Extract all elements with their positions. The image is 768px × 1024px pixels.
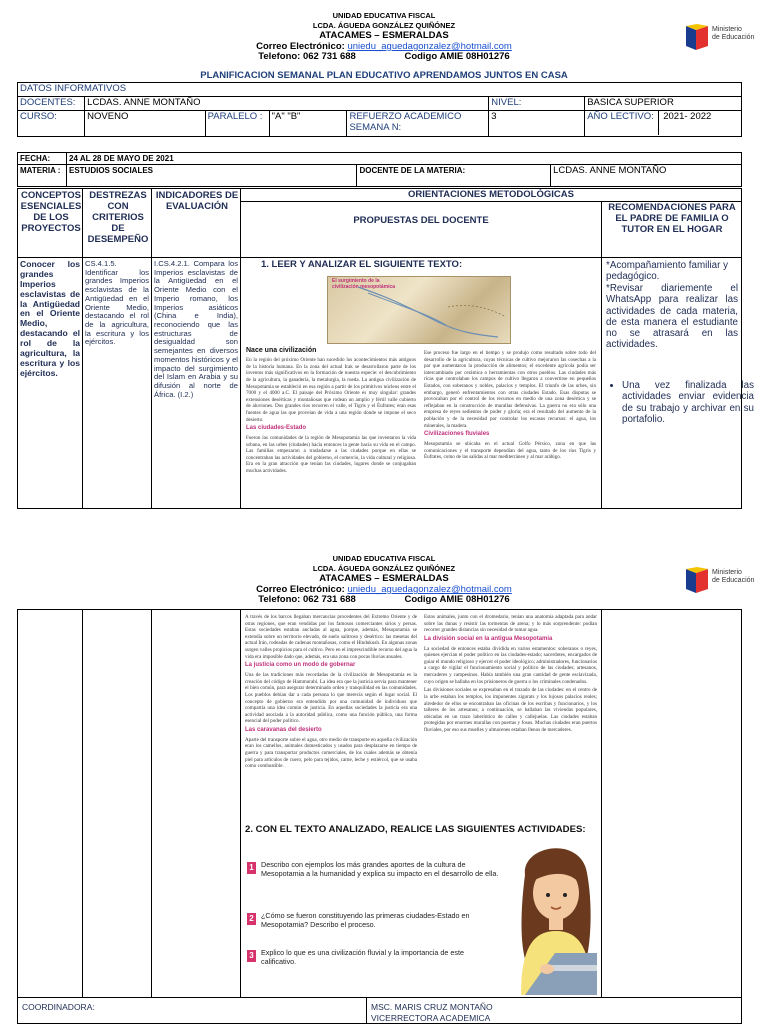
col-recomendaciones-header (601, 201, 742, 258)
reco-2: *Revisar diariemente el WhatsApp para realizar las actividades de cada materia, de esta manera el estudiante no se atrasará en las actividades. (606, 283, 738, 351)
activity-3-text: Explico lo que es una civilización fluvial y la importancia de este calificativo. (261, 948, 464, 967)
article-col4 (424, 614, 597, 814)
vicerrectora-name: MSC. MARIS CRUZ MONTAÑO (371, 1002, 493, 1012)
article-col2 (424, 350, 596, 506)
p2-recomendaciones-cell (601, 609, 742, 998)
ministerio-logo-icon-2 (684, 567, 710, 595)
activities-title: 2. CON EL TEXTO ANALIZADO, REALICE LAS SIGUIENTES ACTIVIDADES: (245, 824, 586, 835)
nivel-value: BASICA SUPERIOR (585, 96, 742, 110)
refuerzo-label: REFUERZO ACADEMICO SEMANA N: (347, 110, 489, 136)
coordinadora-cell (17, 997, 367, 1024)
vicerrectora-role: VICERRECTORA ACADEMICA (371, 1013, 491, 1023)
school-name: UNIDAD EDUCATIVA FISCAL (332, 11, 436, 20)
email-line (0, 42, 768, 52)
col-propuestas-title: PROPUESTAS DEL DOCENTE (353, 215, 489, 226)
materia-label: MATERIA : (18, 165, 67, 187)
docente-materia-value: LCDAS. ANNE MONTAÑO (551, 165, 742, 187)
curso-label: CURSO: (18, 110, 85, 136)
propuestas-cell (240, 257, 602, 509)
article-p7: Aparte del transporte sobre el agua, otro medio de transporte en aquella civilización eran los camellos, animales domesticados y usados para desplazarse en tiempo de guerra y para transportar productos comerciales, de los cuales además se obtenía piel para artículos de cuero, pelo para tejidos, carne, leche y estiércol, que se usaba como combustible. (245, 736, 417, 770)
activity-1-number: 1 (247, 862, 256, 874)
map-caption: El surgimiento de la civilización mesopotámica (332, 278, 396, 290)
lectivo-label: AÑO LECTIVO: (585, 111, 659, 135)
paralelo-value: "A" "B" (269, 110, 347, 136)
reco-3: • Una vez finalizada las actividades enviar evidencia de su trabajo y archivar en su portafolio. (622, 380, 754, 425)
logo-text-2: de Educación (712, 34, 755, 42)
docente-materia-label: DOCENTE DE LA MATERIA: (357, 165, 551, 187)
plan-title: PLANIFICACION SEMANAL PLAN EDUCATIVO APRENDAMOS JUNTOS EN CASA (200, 70, 568, 81)
col-destrezas-title: DESTREZAS CON CRITERIOS DE DESEMPEÑO (87, 190, 149, 245)
activity-1-text: Describo con ejemplos los más grandes aportes de la cultura de Mesopotamia a la humanidad y explica su impacto en el desarrollo de ella. (261, 860, 499, 879)
article-p2: Fueron las comunidades de la región de Mesopotamia las que inventaron la vida urbana, en las urbes (ciudades) hacía entonces la gente hacia su vida en el campo. Las familias empezaron a trasladarse a las ciudades porque en ellas se concentraban las actividades del gobierno, el comercio, la vida cultural y religiosa. Era en la gran atracción que tenían las ciudades, lugares donde se conjugaban muchas actividades. (246, 434, 416, 475)
mesopotamia-map-image (327, 276, 511, 344)
phone-line (0, 52, 768, 62)
vicerrectora-cell (366, 997, 742, 1024)
article-heading-justicia: La justicia como un modo de gobernar (245, 662, 356, 669)
article-p6: Una de las tradiciones más recordadas de la civilización de Mesopotamia es la creación del código de Hammurabi. La idea era que la justicia servía para mantener el bien común, para asegurar determinado orden y tranquilidad en las comunidades. Los pueblos debían dar a cada persona lo que merecía según el lugar social. El concepto de gobierno era entendido por una comunidad de individuos que compartía una idea común de justicia. En aquellas sociedades la justicia era una actividad asociada a la autoridad pública, como una función pública, una forma esencial del poder político. (245, 672, 417, 725)
article-heading-division: La división social en la antigua Mesopotamia (424, 635, 553, 642)
activity-3-number: 3 (247, 950, 256, 962)
school-location: ATACAMES – ESMERALDAS (319, 30, 449, 41)
info-table (17, 82, 742, 137)
article-heading-caravanas: Las caravanas del desierto (245, 726, 322, 733)
article-p8: Estos animales, junto con el dromedario, tenían una anatomía adaptada para andar sobre las dunas y resistir las tormentas de arena; y lo más sorprendente: podían recorrer grandes distancias sin necesidad de tomar agua. (424, 614, 597, 634)
activity-2-text: ¿Cómo se fueron constituyendo las primeras ciudades-Estado en Mesopotamia? Describo el proceso. (261, 911, 470, 930)
article-p10: Las divisiones sociales se expresaban en el trazado de las ciudades: en el centro de la urbe estaban los templos, los imponentes zigurats y los lujosos palacios reales; alrededor de ellos se encontraban las oficinas de los escribas y funcionarios, y los talleres de los artesanos; a continuación, se hallaban las viviendas populares, ubicadas en un trazo laberíntico de calles y callejuelas. Las ciudades estaban protegidas por enormes murallas con puertas y fosos. Muchas ciudades eran puertos fluviales, por eso sus muelles y almacenes estaban llenos de mercaderes. (424, 687, 597, 733)
materia-value: ESTUDIOS SOCIALES (67, 165, 357, 187)
fecha-table (17, 152, 742, 187)
article-heading-nace: Nace una civilización (246, 347, 317, 354)
article-col3 (245, 614, 417, 824)
logo-text-2-b: de Educación (712, 577, 755, 585)
phone-line-2 (0, 595, 768, 605)
destrezas-text: CS.4.1.5. Identificar los grandes Imperios esclavistas de la Antigüedad en el Oriente Medio, destacando el rol de la agricultura, la escritura y los ejércitos. (85, 259, 149, 347)
indicadores-text: I.CS.4.2.1. Compara los Imperios esclavistas de la Antigüedad en el Oriente Medio con el Imperio romano, los Imperios asiáticos (China e India), reconociendo que las estructuras de desigualdad son semejantes en diversos momentos históricos y el impacto del surgimiento del Islam en Arabia y su difusión al norte de África. (I.2.) (154, 259, 238, 399)
school-location-2: ATACAMES – ESMERALDAS (319, 573, 449, 584)
orientaciones-title: ORIENTACIONES METODOLÓGICAS (408, 189, 574, 200)
school-director-2: LCDA. ÁGUEDA GONZÁLEZ QUIÑÓNEZ (312, 564, 456, 573)
col-recomendaciones-title: RECOMENDACIONES PARA EL PADRE DE FAMILIA O TUTOR EN EL HOGAR (608, 202, 736, 235)
email-link[interactable]: uniedu_aguedagonzalez@hotmail.com (347, 41, 512, 52)
map-rivers-icon (328, 277, 510, 343)
article-heading-ciudades: Las ciudades-Estado (246, 425, 307, 432)
conceptos-text: Conocer los grandes Imperios esclavistas de la Antigüedad en el Oriente Medio, destacando el rol de la agricultura, la escritura y los ejércitos. (20, 259, 80, 378)
col-indicadores-title: INDICADORES DE EVALUACIÓN (155, 190, 239, 212)
ministerio-logo (684, 22, 756, 54)
lectivo-value: 2021- 2022 (663, 110, 712, 122)
girl-laptop-illustration (511, 835, 599, 995)
article-p1: En la región del próximo Oriente han sucedido los acontecimientos más antiguos de la historia humana. En la zona del actual Irak se desarrollaron parte de los inventos más significativos en la formación de nuestra especie: el descubrimiento de la agricultura, la ganadería, la metalurgia, la rueda. La antigua civilización de Mesopotamia se estableció en esa región a partir de los primitivos núcleos entre el 7000 y el 4000 a.C. El paisaje del Próximo Oriente es muy singular: grandes extensiones desérticas y montañosas que rodean un amplio y fértil valle cubierto de aluviones. Dos grandes ríos recorren el valle, el Tigris y el Éufrates; eran esas fuentes de agua las que proveían de vida a una región donde se impone el seco desierto. (246, 357, 416, 423)
step1-heading: 1. LEER Y ANALIZAR EL SIGUIENTE TEXTO: (261, 259, 463, 270)
phone-number-2: Telefono: 062 731 688 (258, 594, 356, 605)
p2-destrezas-cell (82, 609, 152, 998)
docentes-value: LCDAS. ANNE MONTAÑO (85, 96, 489, 110)
article-p3: Ese proceso fue largo en el tiempo y se produjo como resultado sobre todo del desarrollo de la agricultura, cuyas técnicas de cultivo mejoraron las cosechas a la par que aumentaron la producción de alimentos; el excedente agrícola podía ser intercambiado por cerámica o herramientas con otros pueblos. Las ciudades más ricas que controlaban los campos de cultivo llegaron a convertirse en pequeños Estados, con soberanos y nobles, palacios y templos. El triunfo de las urbes, sin embargo, generó enfrentamientos con otras ciudades Estado. Esas disputas se provocaban por el control de los recursos en medio de una zona desértica y se reflejaban en la construcción de murallas defensivas. La guerra no era sólo una empresa de reyes sedientos de poder y gloria; era el resultado del aumento de la población y de la necesidad por controlar los escasos recursos: el agua, los minerales, la madera. (424, 350, 596, 429)
p2-indicadores-cell (151, 609, 241, 998)
semana-value: 3 (489, 110, 585, 136)
p2-propuestas-cell (240, 609, 602, 998)
activity-2-number: 2 (247, 913, 256, 925)
ministerio-logo-icon (684, 24, 710, 52)
article-p9: La sociedad de entonces estaba dividida en varios estamentos: soberanos o reyes, quienes ejercían el poder político en las ciudades-estado; sacerdotes, encargados de guiar el mundo religioso y ejercer el poder ideológico; administradores, funcionarios a cargo de vigilar el funcionamiento social y político de las ciudades; artesanos, mercaderes y campesinos. Había también una gran cantidad de gente esclavizada, cuyo origen se hallaba en los prisioneros de guerra o los criminales condenados. (424, 645, 597, 685)
logo-text-1-b: Ministerio (712, 569, 742, 576)
ministerio-logo-2 (684, 565, 756, 597)
nivel-label: NIVEL: (489, 96, 585, 110)
p2-conceptos-cell (17, 609, 83, 998)
fecha-label: FECHA: (18, 153, 67, 165)
col-conceptos-title: CONCEPTOS ESENCIALES DE LOS PROYECTOS (20, 190, 82, 234)
amie-code: Codigo AMIE 08H01276 (404, 51, 510, 62)
article-heading-fluviales: Civilizaciones fluviales (424, 431, 490, 438)
article-p4: Mesopotamia se ubicaba en el actual Golfo Pérsico, zona en que las comunicaciones y el transporte dependían del agua, tanto de los ríos Tigris y Éufrates, como de las salidas al mar mediterráneo y al mar arábigo. (424, 441, 596, 461)
coordinadora-label: COORDINADORA: (22, 1002, 95, 1012)
recomendaciones-cell (601, 257, 754, 509)
logo-text-1: Ministerio (712, 26, 742, 33)
col-indicadores-header (151, 188, 241, 258)
article-col1 (246, 344, 416, 506)
school-name-2: UNIDAD EDUCATIVA FISCAL (332, 554, 436, 563)
paralelo-label: PARALELO : (205, 110, 269, 136)
destrezas-cell (82, 257, 152, 509)
page1-header (0, 12, 768, 76)
lectivo-cell (585, 110, 742, 136)
col-conceptos-header (17, 188, 83, 258)
reco-1: *Acompañamiento familiar y pedagógico. (606, 260, 728, 283)
col-destrezas-header (82, 188, 152, 258)
col-propuestas-header (240, 201, 602, 258)
phone-number: Telefono: 062 731 688 (258, 51, 356, 62)
email-line-2 (0, 585, 768, 595)
amie-code-2: Codigo AMIE 08H01276 (404, 594, 510, 605)
email-link-2[interactable]: uniedu_aguedagonzalez@hotmail.com (347, 584, 512, 595)
email-label: Correo Electrónico: (256, 41, 345, 52)
reco-list (606, 380, 754, 425)
curso-value: NOVENO (85, 110, 205, 136)
docentes-label: DOCENTES: (18, 96, 85, 110)
article-p5: A través de los barcos llegaban mercancías procedentes del Extremo Oriente y de otras regiones, que eran vendidas por los famosos comerciantes sirios y persas. Estas sociedades estaban ancladas al agua, porque, además, Mesopotamia se extendía sobre un territorio elevado, de suelo salitroso y desértico: las mesetas del actual Irán, rodeadas de cadenas montañosas, como el Hindukush. En algunas zonas surgen valles propicios para el cultivo. Pero en el imprescindible recurso del agua la vida era imposible dado que, además, era una zona con pocas lluvias anuales. (245, 614, 417, 660)
orientaciones-header (240, 188, 742, 202)
email-label-2: Correo Electrónico: (256, 584, 345, 595)
conceptos-cell (17, 257, 83, 509)
indicadores-cell (151, 257, 241, 509)
school-director: LCDA. ÁGUEDA GONZÁLEZ QUIÑÓNEZ (312, 21, 456, 30)
info-section-title: DATOS INFORMATIVOS (18, 83, 742, 97)
fecha-value: 24 AL 28 DE MAYO DE 2021 (67, 153, 742, 165)
